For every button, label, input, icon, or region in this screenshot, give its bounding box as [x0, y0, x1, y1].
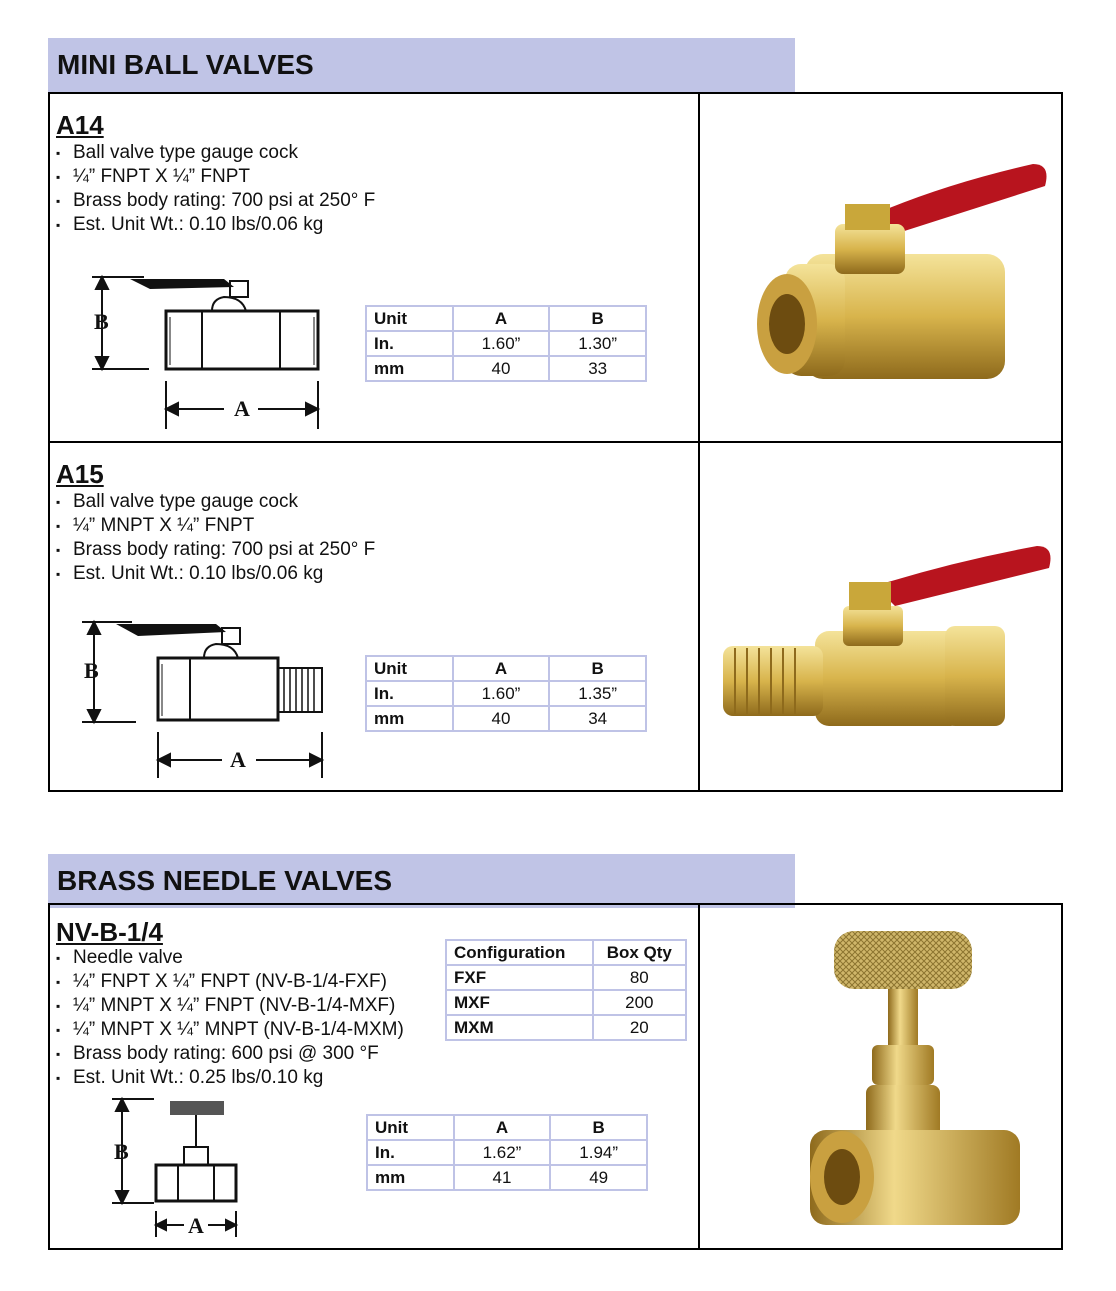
spec-item: ▪ Needle valve: [56, 946, 404, 970]
table-cell: 1.35”: [549, 681, 646, 706]
table-row: [367, 1165, 647, 1190]
mini-ball-valves-panel: [48, 92, 1063, 792]
table-cell: 1.60”: [453, 331, 550, 356]
spec-item: ▪ Ball valve type gauge cock: [56, 490, 375, 514]
spec-item: ▪ ¼” MNPT X ¼” MNPT (NV-B-1/4-MXM): [56, 1018, 404, 1042]
dimension-table-a15: [365, 655, 647, 732]
dimension-table-nv-b-1-4: [366, 1114, 648, 1191]
table-row: [367, 1115, 647, 1140]
ball-valve-photo-icon: [715, 144, 1055, 394]
table-header: B: [549, 306, 646, 331]
table-cell: In.: [366, 681, 453, 706]
spec-item: ▪ Brass body rating: 700 psi at 250° F: [56, 538, 375, 562]
table-cell: mm: [366, 356, 453, 381]
table-header: A: [454, 1115, 551, 1140]
table-cell: 1.62”: [454, 1140, 551, 1165]
dimension-label-a: A: [188, 1213, 204, 1238]
table-row: [366, 706, 646, 731]
dimension-table-a14: [365, 305, 647, 382]
table-cell: 1.30”: [549, 331, 646, 356]
table-header: Unit: [367, 1115, 454, 1140]
spec-list-nv-b-1-4: [56, 946, 404, 1090]
table-cell: MXF: [446, 990, 593, 1015]
row-separator: [50, 441, 1061, 443]
model-title-a15: A15: [56, 459, 104, 489]
table-cell: 20: [593, 1015, 686, 1040]
spec-list-a14: [56, 141, 375, 237]
spec-item: ▪ Ball valve type gauge cock: [56, 141, 375, 165]
needle-valve-photo-icon: [750, 925, 1050, 1240]
spec-item: ▪ ¼” MNPT X ¼” FNPT: [56, 514, 375, 538]
table-cell: 49: [550, 1165, 647, 1190]
table-header: A: [453, 656, 550, 681]
table-cell: FXF: [446, 965, 593, 990]
ball-valve-photo-icon: [715, 506, 1055, 736]
table-cell: 1.94”: [550, 1140, 647, 1165]
panel-divider: [698, 905, 700, 1248]
table-header: Box Qty: [593, 940, 686, 965]
spec-item: ▪ Brass body rating: 600 psi @ 300 °F: [56, 1042, 404, 1066]
ball-valve-drawing-icon: [84, 269, 334, 439]
table-cell: 34: [549, 706, 646, 731]
table-row: [446, 990, 686, 1015]
spec-item: ▪ ¼” FNPT X ¼” FNPT (NV-B-1/4-FXF): [56, 970, 404, 994]
table-header: B: [549, 656, 646, 681]
table-header: Unit: [366, 306, 453, 331]
table-header: Configuration: [446, 940, 593, 965]
spec-item: ▪ Est. Unit Wt.: 0.10 lbs/0.06 kg: [56, 213, 375, 237]
table-cell: 33: [549, 356, 646, 381]
table-cell: 200: [593, 990, 686, 1015]
table-cell: mm: [367, 1165, 454, 1190]
table-cell: 41: [454, 1165, 551, 1190]
spec-item: ▪ Est. Unit Wt.: 0.10 lbs/0.06 kg: [56, 562, 375, 586]
table-cell: 40: [453, 356, 550, 381]
table-cell: In.: [367, 1140, 454, 1165]
table-cell: 1.60”: [453, 681, 550, 706]
ball-valve-drawing-icon: [76, 616, 336, 786]
section-title-mini-ball-valves: MINI BALL VALVES: [48, 38, 795, 92]
configuration-table: [445, 939, 687, 1041]
table-row: [366, 656, 646, 681]
dimension-label-b: B: [84, 658, 99, 683]
table-header: Unit: [366, 656, 453, 681]
dimension-label-a: A: [234, 396, 250, 421]
model-title-a14: A14: [56, 110, 104, 140]
dimension-label-a: A: [230, 747, 246, 772]
section-title-brass-needle-valves: BRASS NEEDLE VALVES: [48, 854, 795, 908]
dimension-label-b: B: [114, 1139, 129, 1164]
table-row: [366, 356, 646, 381]
spec-item: ▪ Est. Unit Wt.: 0.25 lbs/0.10 kg: [56, 1066, 404, 1090]
needle-valve-drawing-icon: [108, 1095, 258, 1241]
table-row: [446, 1015, 686, 1040]
dimension-label-b: B: [94, 309, 109, 334]
table-row: [446, 965, 686, 990]
table-row: [366, 331, 646, 356]
table-header: A: [453, 306, 550, 331]
table-header: B: [550, 1115, 647, 1140]
spec-item: ▪ Brass body rating: 700 psi at 250° F: [56, 189, 375, 213]
table-cell: mm: [366, 706, 453, 731]
model-title-nv-b-1-4: NV-B-1/4: [56, 917, 163, 947]
table-cell: 40: [453, 706, 550, 731]
table-row: [366, 306, 646, 331]
table-cell: MXM: [446, 1015, 593, 1040]
spec-item: ▪ ¼” FNPT X ¼” FNPT: [56, 165, 375, 189]
table-cell: 80: [593, 965, 686, 990]
table-row: [367, 1140, 647, 1165]
table-row: [446, 940, 686, 965]
table-row: [366, 681, 646, 706]
spec-item: ▪ ¼” MNPT X ¼” FNPT (NV-B-1/4-MXF): [56, 994, 404, 1018]
spec-list-a15: [56, 490, 375, 586]
brass-needle-valves-panel: [48, 903, 1063, 1250]
table-cell: In.: [366, 331, 453, 356]
